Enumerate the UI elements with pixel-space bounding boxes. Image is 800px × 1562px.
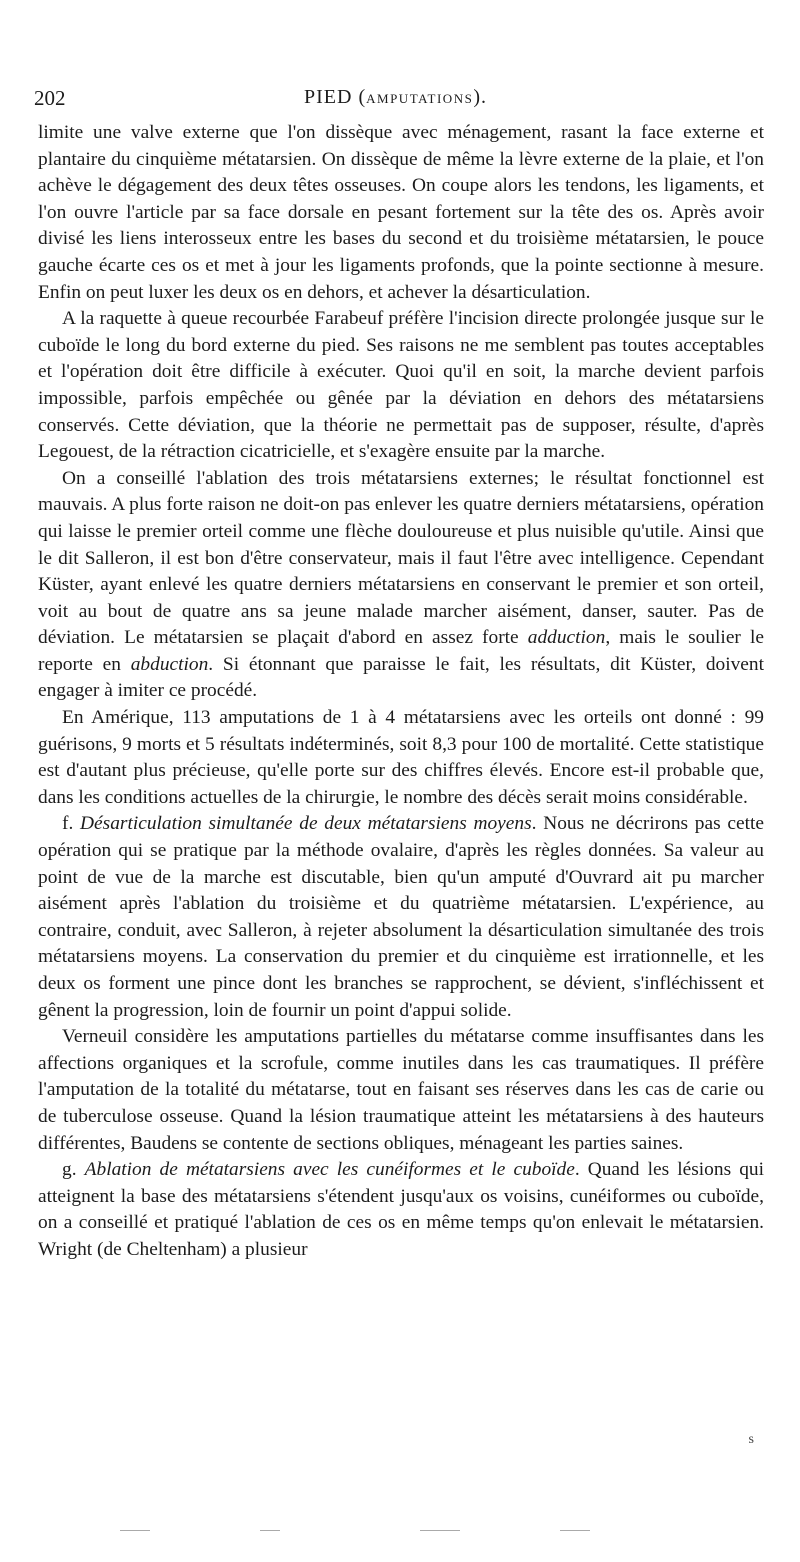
running-head-open: ( (352, 86, 367, 108)
body-text (38, 120, 764, 1264)
text-segment: g. (62, 1159, 85, 1181)
text-segment: limite une valve externe que l'on dissèque avec ménagement, rasant la face externe et plantaire du cinquième métatarsien. On dissèque de même la lèvre externe de la plaie, et l'on achève le dégagement des deux têtes osseuses. On coupe alors les tendons, les ligaments, et l'on ouvre l'article par sa face dorsale en pesant fortement sur la tête des os. Après avoir divisé les liens interosseux entre les bases du second et du troisième métatarsien, le pouce gauche écarte ces os et met à jour les ligaments profonds, que la pointe sectionne à mesure. Enfin on peut luxer les deux os en dehors, et achever la désarticulation. (38, 122, 764, 303)
paragraph (38, 466, 764, 705)
text-segment: f. (62, 813, 81, 835)
paragraph (38, 811, 764, 1024)
running-head-close: ). (473, 86, 487, 108)
paragraph (38, 1157, 764, 1263)
running-head-title: PIED (304, 86, 353, 108)
print-speck (120, 1530, 150, 1531)
text-segment: On a conseillé l'ablation des trois métatarsiens externes; le résultat fonctionnel est mauvais. A plus forte raison ne doit-on pas enlever les quatre derniers métatarsiens, opération qui laisse le premier orteil comme une flèche douloureuse et plus nuisible qu'utile. Ainsi que le dit Salleron, il est bon d'être conservateur, mais il faut l'être avec intelligence. Cependant Küster, ayant enlevé les quatre derniers métatarsiens en conservant le premier et son orteil, voit au bout de quatre ans sa jeune malade marcher aisément, danser, sauter. Pas de déviation. Le métatarsien se plaçait d'abord en assez forte (38, 467, 764, 649)
text-segment: . Nous ne décrirons pas cette opération qui se pratique par la méthode ovalaire, d'après les règles données. Sa valeur au point de vue de la marche est discutable, bien qu'un amputé d'Ouvrard ait pu marcher aisément après l'ablation du troisième et du quatrième métatarsien. L'expérience, au contraire, conduit, avec Salleron, à rejeter absolument la désarticulation simultanée des trois métatarsiens moyens. La conservation du premier et du cinquième est irrationnelle, et les deux os forment une pince dont les branches se rapprochent, se dévient, s'infléchissent et gênent la progression, loin de fournir un point d'appui solide. (38, 813, 764, 1021)
text-segment: A la raquette à queue recourbée Farabeuf préfère l'incision directe prolongée jusque sur le cuboïde le long du bord externe du pied. Ses raisons ne me semblent pas toutes acceptables et l'opération doit être difficile à exécuter. Quoi qu'il en soit, la marche devient parfois impossible, parfois empêchée ou gênée par la déviation en dehors des métatarsiens conservés. Cette déviation, que la théorie ne permettait pas de supposer, résulte, d'après Legouest, de la rétraction cicatricielle, et s'exagère ensuite par la marche. (38, 308, 764, 463)
signature-mark: s (748, 1432, 754, 1447)
text-segment: . Si étonnant que paraisse le fait, les résultats, dit Küster, doivent engager à imiter ce procédé. (38, 653, 764, 702)
paragraph (38, 705, 764, 811)
text-segment: Verneuil considère les amputations partielles du métatarse comme insuffisantes dans les affections organiques et la scrofule, comme inutiles dans les cas traumatiques. Il préfère l'amputation de la totalité du métatarse, tout en faisant ses réserves dans les cas de carie ou de tuberculose osseuse. Quand la lésion traumatique atteint les métatarsiens à des hauteurs différentes, Baudens se contente de sections obliques, ménageant les parties saines. (38, 1026, 764, 1154)
italic-segment: adduction (527, 627, 606, 649)
text-segment: . Quand les lésions qui atteignent la base des métatarsiens s'étendent jusqu'aux os voisins, cunéiformes ou cuboïde, on a conseillé et pratiqué l'ablation de ces os en même temps qu'on enlevait le métatarsien. Wright (de Cheltenham) a plusieur (38, 1159, 764, 1260)
paragraph (38, 120, 764, 306)
italic-segment: Ablation de métatarsiens avec les cunéiformes et le cuboïde (84, 1159, 575, 1181)
print-speck (260, 1530, 280, 1531)
running-head-subtitle: AMPUTATIONS (366, 91, 474, 106)
italic-segment: Désarticulation simultanée de deux métatarsiens moyens (80, 813, 532, 835)
text-segment: En Amérique, 113 amputations de 1 à 4 métatarsiens avec les orteils ont donné : 99 guérisons, 9 morts et 5 résultats indéterminés, soit 8,3 pour 100 de mortalité. Cette statistique est d'autant plus précieuse, qu'elle porte sur des chiffres élevés. Encore est-il probable que, dans les conditions actuelles de la chirurgie, le nombre des décès serait moins considérable. (38, 707, 764, 808)
italic-segment: abduction (130, 653, 209, 675)
paragraph (38, 1024, 764, 1157)
print-speck (420, 1530, 460, 1531)
paragraph (38, 306, 764, 466)
page-number: 202 (34, 86, 66, 110)
print-speck (560, 1530, 590, 1531)
running-head (304, 86, 487, 109)
page-header (34, 86, 766, 114)
text-segment: , mais le soulier le reporte en (38, 627, 764, 675)
